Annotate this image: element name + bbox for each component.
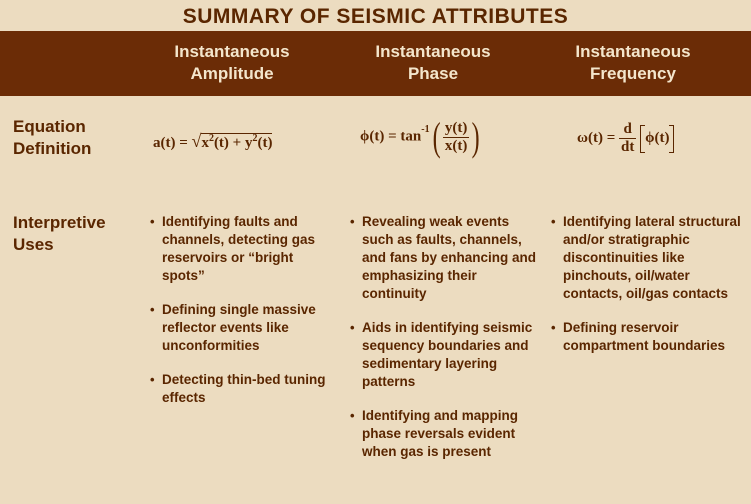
column-header-amplitude: [132, 41, 332, 85]
equation-amplitude: [153, 131, 272, 152]
column-header-frequency: [533, 41, 733, 85]
equation-term: (t): [257, 135, 273, 151]
equation-exponent: -1: [421, 123, 430, 135]
list-item: [150, 213, 335, 285]
column-header-line2: Frequency: [590, 64, 676, 83]
column-header-line2: Amplitude: [190, 64, 274, 83]
row-label-line2: Uses: [13, 235, 54, 254]
right-bracket: [669, 125, 674, 153]
list-item-text: Revealing weak events such as faults, channels, and fans by enhancing and emphasizing their continuity: [362, 214, 537, 301]
equation-fraction: [443, 120, 470, 155]
equation-term: (t) + y: [213, 135, 253, 151]
column-header-line1: Instantaneous: [375, 42, 491, 61]
sqrt-radical: √: [191, 131, 202, 151]
row-label-line2: Definition: [13, 139, 92, 158]
list-item-text: Identifying lateral structural and/or stratigraphic discontinuities like pinchouts, oil/water contacts, oil/gas contacts: [563, 214, 741, 301]
equation-fraction: [619, 121, 636, 156]
sqrt-argument: [201, 133, 272, 151]
list-item: [150, 301, 335, 355]
list-item: [551, 213, 747, 303]
uses-list-amplitude: [150, 213, 335, 423]
list-item: [150, 371, 335, 407]
fraction-numerator: y(t): [444, 119, 468, 136]
equation-lhs: ϕ(t) = tan: [360, 128, 422, 145]
left-paren: (: [432, 114, 441, 159]
equation-lhs: ω(t) =: [577, 130, 619, 146]
uses-list-phase: [350, 213, 540, 477]
column-header-phase: [333, 41, 533, 85]
bullet-icon: •: [150, 214, 155, 229]
row-label-uses: [13, 212, 106, 256]
list-item-text: Defining single massive reflector events like unconformities: [162, 302, 316, 353]
fraction-denominator: dt: [621, 139, 635, 155]
list-item: [350, 407, 540, 461]
equation-lhs: a(t) =: [153, 135, 192, 151]
bracket-argument: ϕ(t): [645, 130, 670, 146]
list-item-text: Detecting thin-bed tuning effects: [162, 372, 326, 405]
column-header-line1: Instantaneous: [174, 42, 290, 61]
list-item-text: Identifying and mapping phase reversals evident when gas is present: [362, 408, 518, 459]
equation-term: x: [201, 135, 209, 151]
fraction-numerator: d: [619, 121, 636, 139]
right-paren: ): [472, 114, 481, 159]
equation-phase: [360, 114, 483, 159]
list-item: [350, 213, 540, 303]
equation-exponent: 2: [208, 133, 214, 144]
list-item-text: Defining reservoir compartment boundaries: [563, 320, 726, 353]
row-label-line1: Equation: [13, 117, 86, 136]
list-item: [551, 319, 747, 355]
row-label-equation: [13, 116, 91, 160]
bullet-icon: •: [350, 214, 355, 229]
list-item: [350, 319, 540, 391]
page-title: SUMMARY OF SEISMIC ATTRIBUTES: [182, 5, 569, 28]
bullet-icon: •: [551, 320, 556, 335]
bullet-icon: •: [350, 320, 355, 335]
bullet-icon: •: [150, 372, 155, 387]
column-header-band: [0, 31, 751, 96]
bullet-icon: •: [350, 408, 355, 423]
bullet-icon: •: [150, 302, 155, 317]
list-item-text: Aids in identifying seismic sequency boundaries and sedimentary layering patterns: [362, 320, 533, 389]
fraction-denominator: x(t): [444, 137, 468, 154]
equation-exponent: 2: [252, 133, 258, 144]
equation-frequency: [577, 121, 674, 156]
column-header-line1: Instantaneous: [575, 42, 691, 61]
column-header-line2: Phase: [407, 64, 459, 83]
row-label-line1: Interpretive: [13, 213, 106, 232]
uses-list-frequency: [551, 213, 747, 371]
bullet-icon: •: [551, 214, 556, 229]
list-item-text: Identifying faults and channels, detecting gas reservoirs or “bright spots”: [162, 214, 316, 283]
